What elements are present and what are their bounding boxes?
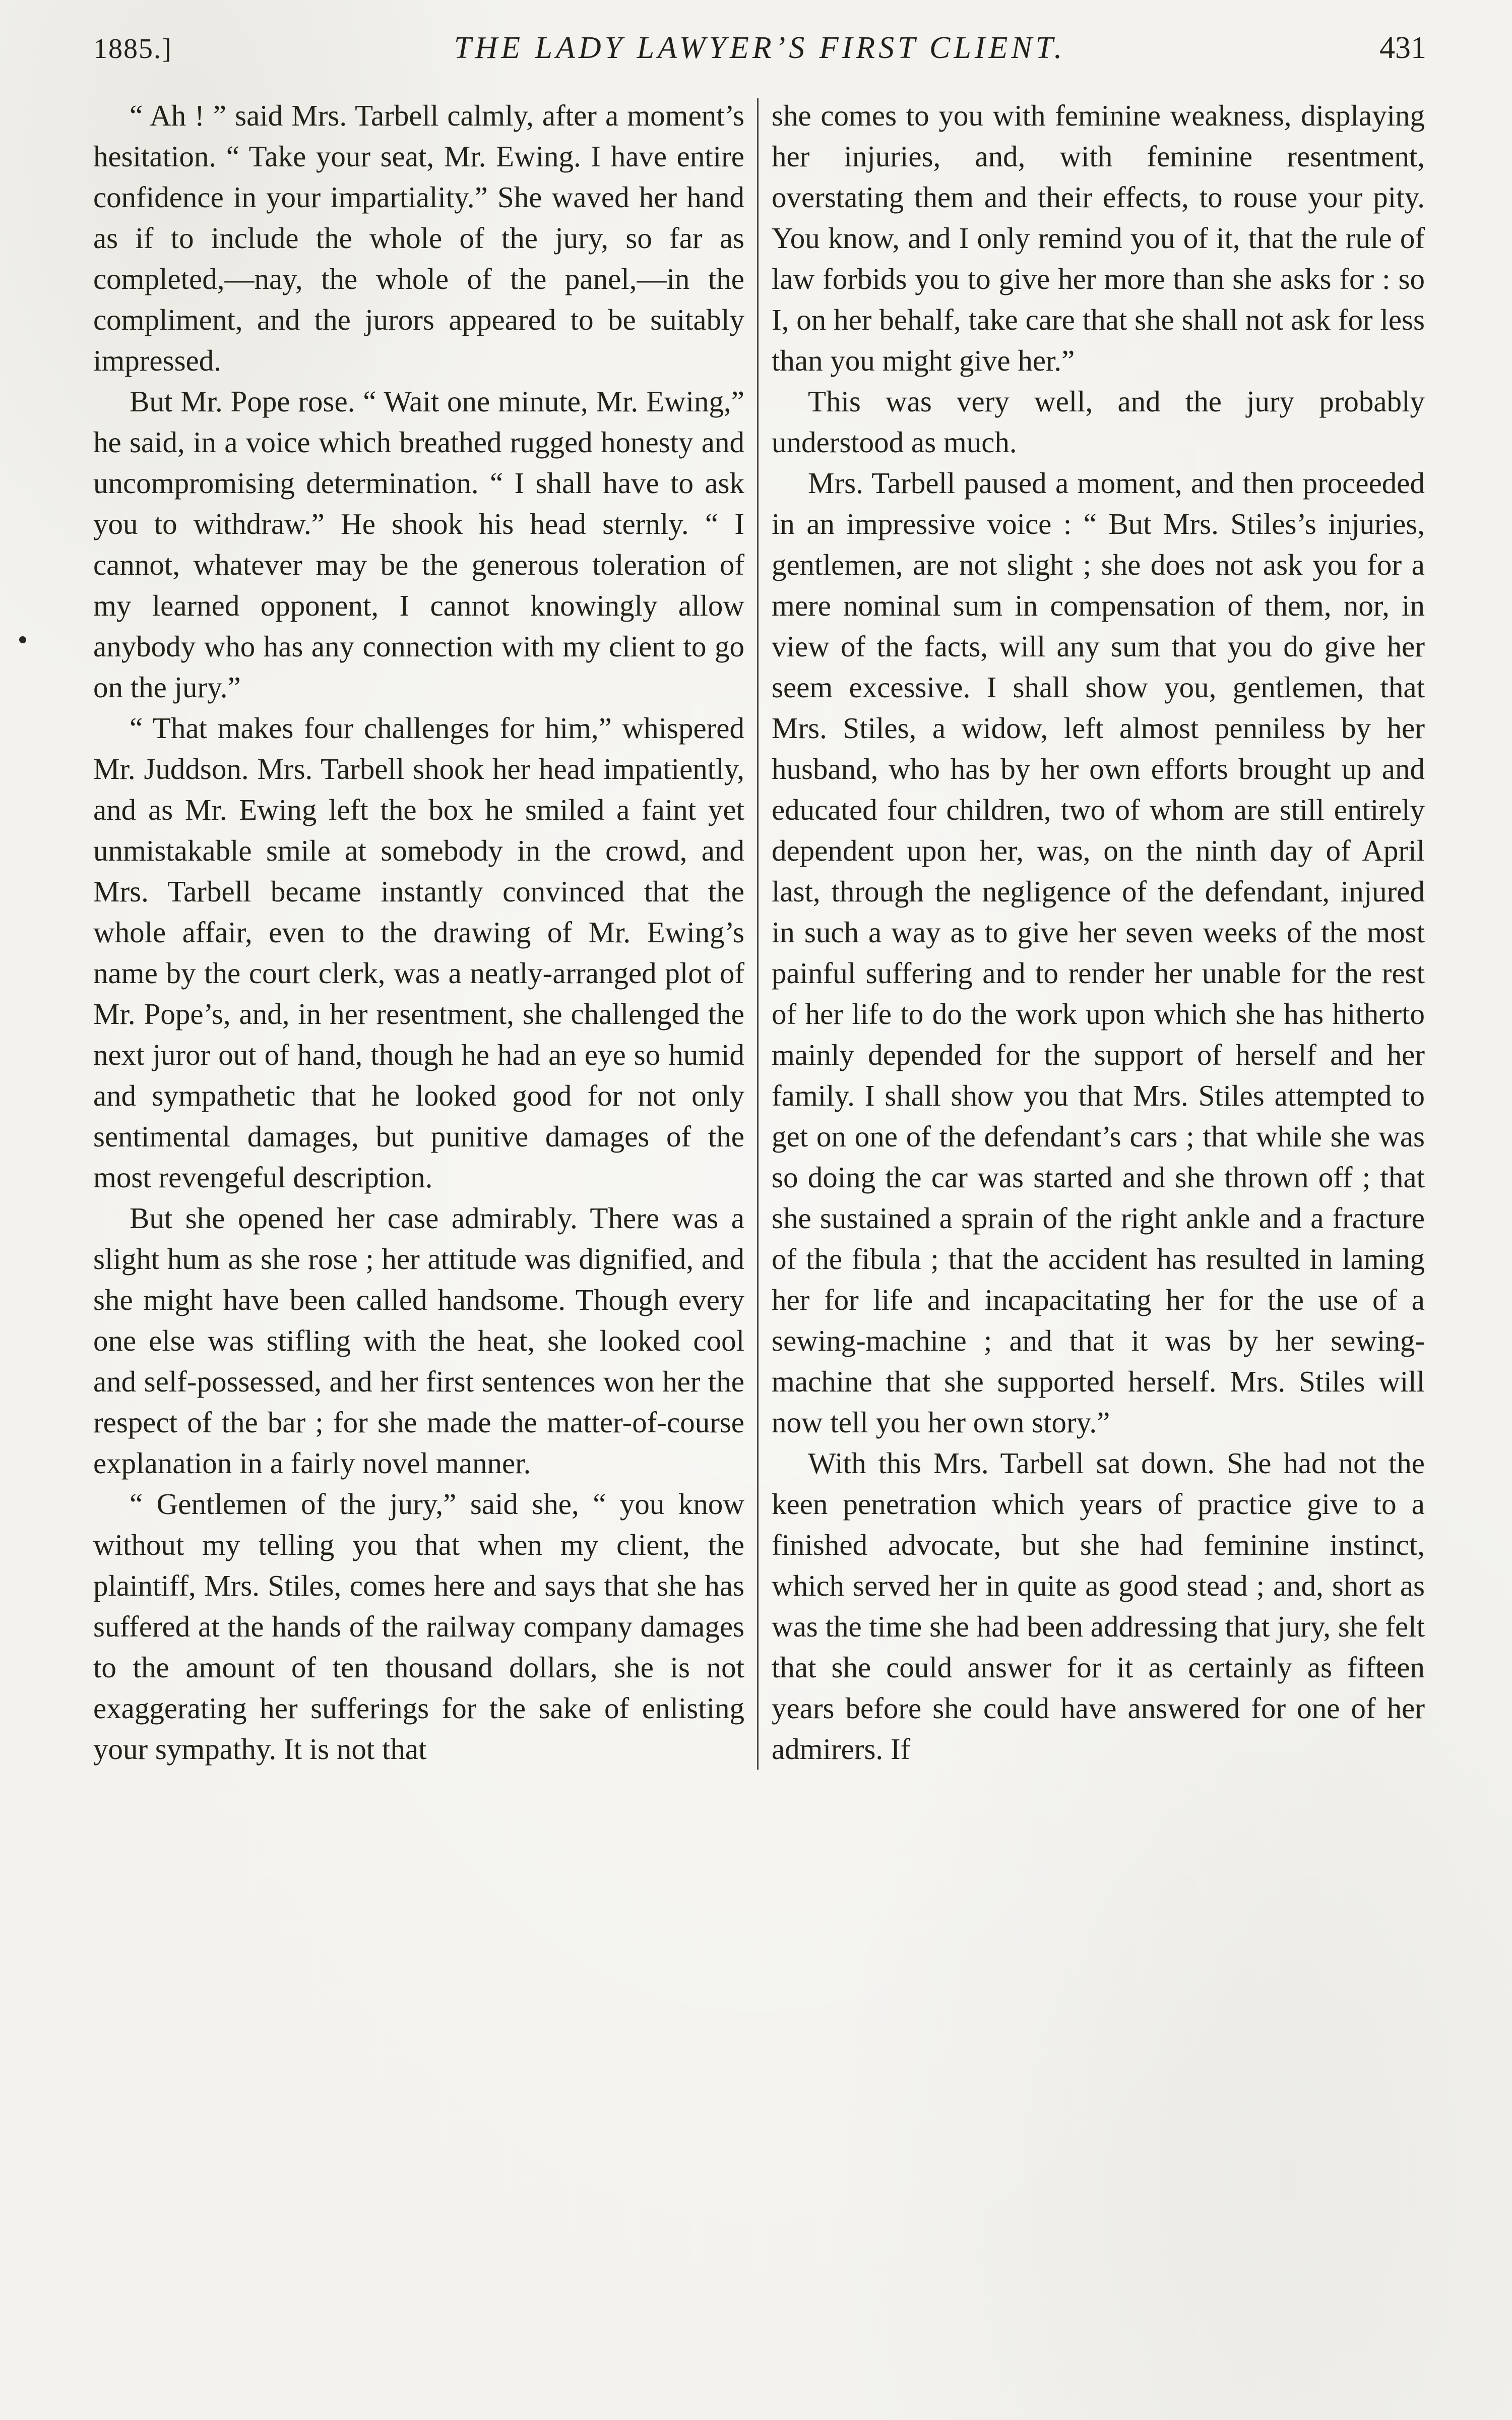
paragraph: “ That makes four challenges for him,” whispered Mr. Juddson. Mrs. Tarbell shook her head impatiently, and as Mr. Ewing left the box he smiled a faint yet unmistakable smile at somebody in the crowd, and Mrs. Tarbell became instantly convinced that the whole affair, even to the drawing of Mr. Ewing’s name by the court clerk, was a neatly-arranged plot of Mr. Pope’s, and, in her resentment, she challenged the next juror out of hand, though he had an eye so humid and sympathetic that he looked good for not only sentimental damages, but punitive damages of the most revengeful description. [93, 711, 744, 1194]
paragraph: With this Mrs. Tarbell sat down. She had not the keen penetration which years of practice give to a finished advocate, but she had feminine instinct, which served her in quite as good stead ; and, short as was the time she had been addressing that jury, she felt that she could answer for it as certainly as fifteen years before she could have answered for one of her admirers. If [772, 1446, 1425, 1766]
paragraph-continuation: she comes to you with feminine weakness, displaying her injuries, and, with feminine resentment, overstating them and their effects, to rouse your pity. You know, and I only remind you of it, that the rule of law forbids you to give her more than she asks for : so I, on her behalf, take care that she shall not ask for less than you might give her.” [772, 99, 1425, 377]
paragraph: Mrs. Tarbell paused a moment, and then proceeded in an impressive voice : “ But Mrs. Stiles’s injuries, gentlemen, are not slight ; she does not ask you for a mere nominal sum in compensation of them, nor, in view of the facts, will any sum that you do give her seem excessive. I shall show you, gentlemen, that Mrs. Stiles, a widow, left almost penniless by her husband, who has by her own efforts brought up and educated four children, two of whom are still entirely dependent upon her, was, on the ninth day of April last, through the negligence of the defendant, injured in such a way as to give her seven weeks of the most painful suffering and to render her unable for the rest of her life to do the work upon which she has hitherto mainly depended for the support of herself and her family. I shall show you that Mrs. Stiles attempted to get on one of the defendant’s cars ; that while she was so doing the car was started and she thrown off ; that she sustained a sprain of the right ankle and a fracture of the fibula ; that the accident has resulted in laming her for life and incapacitating her for the use of a sewing-machine ; and that it was by her sewing-machine that she supported herself. Mrs. Stiles will now tell you her own story.” [772, 466, 1425, 1439]
paragraph: This was very well, and the jury probably understood as much. [772, 385, 1425, 459]
paragraph: But Mr. Pope rose. “ Wait one minute, Mr. Ewing,” he said, in a voice which breathed rugged honesty and uncompromising determination. “ I shall have to ask you to withdraw.” He shook his head sternly. “ I cannot, whatever may be the generous toleration of my learned opponent, I cannot knowingly allow anybody who has any connection with my client to go on the jury.” [93, 385, 744, 704]
right-column [772, 95, 1425, 1770]
page-number: 431 [1379, 31, 1426, 65]
paragraph: “ Ah ! ” said Mrs. Tarbell calmly, after a moment’s hesitation. “ Take your seat, Mr. Ewing. I have entire confidence in your impartiality.” She waved her hand as if to include the whole of the jury, so far as completed,—nay, the whole of the panel,—in the compliment, and the jurors appeared to be suitably impressed. [93, 99, 744, 377]
text-body [93, 95, 1426, 1770]
paragraph: “ Gentlemen of the jury,” said she, “ you know without my telling you that when my client, the plaintiff, Mrs. Stiles, comes here and says that she has suffered at the hands of the railway company damages to the amount of ten thousand dollars, she is not exaggerating her sufferings for the sake of enlisting your sympathy. It is not that [93, 1487, 744, 1766]
page-title: THE LADY LAWYER’S FIRST CLIENT. [454, 31, 1066, 65]
running-head [93, 30, 1426, 66]
column-divider-rule [757, 98, 759, 1770]
left-column [93, 95, 744, 1770]
paragraph: But she opened her case admirably. There was a slight hum as she rose ; her attitude was dignified, and she might have been called handsome. Though every one else was stifling with the heat, she looked cool and self-possessed, and her first sentences won her the respect of the bar ; for she made the matter-of-course explanation in a fairly novel manner. [93, 1201, 744, 1480]
header-date: 1885.] [93, 33, 172, 65]
ink-speck [19, 636, 26, 643]
